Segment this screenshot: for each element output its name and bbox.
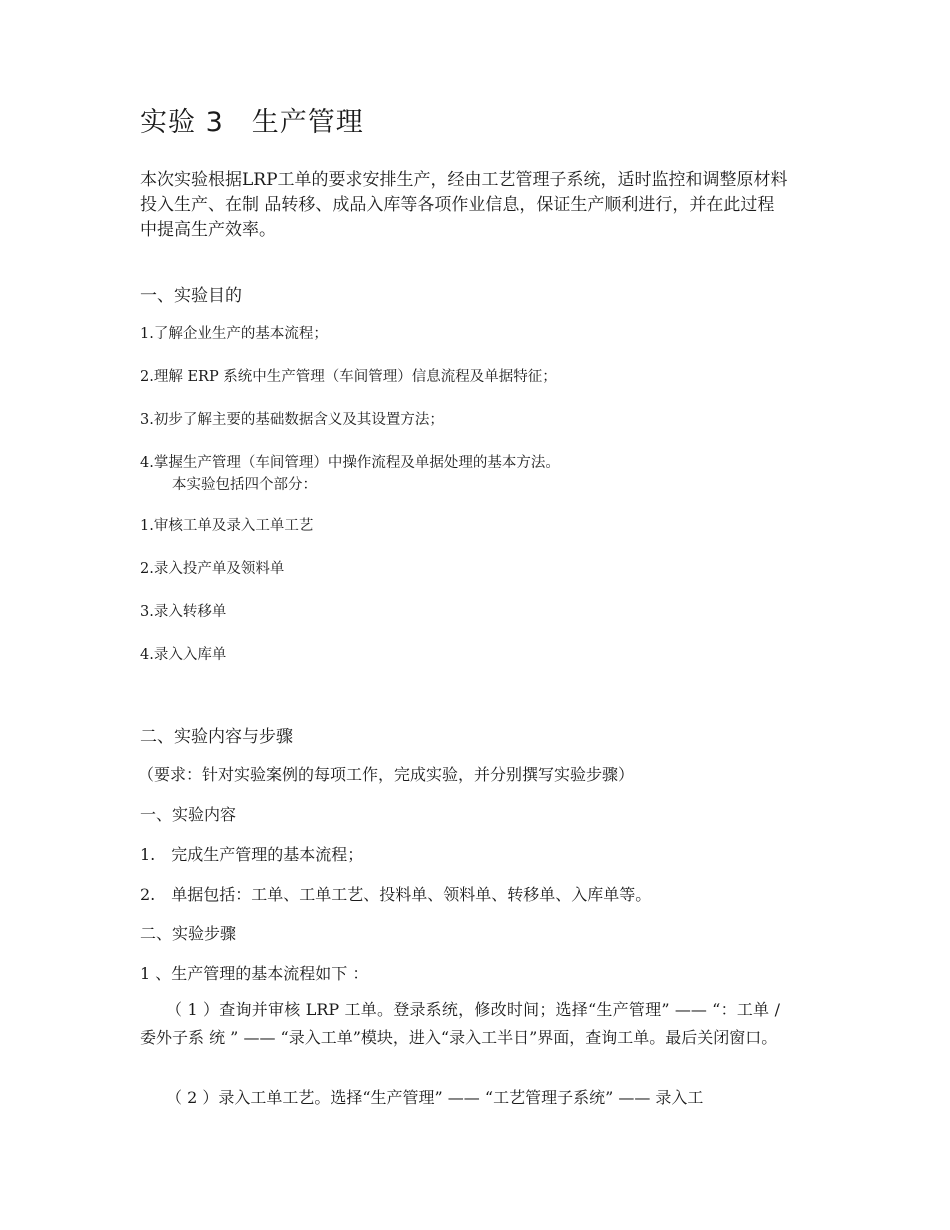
section-heading-content-steps: 二、实验内容与步骤 <box>140 727 293 747</box>
requirement-note: （要求：针对实验案例的每项工作，完成实验，并分别撰写实验步骤） <box>138 765 635 784</box>
steps-heading: 二、实验步骤 <box>140 924 237 943</box>
step-2-paragraph: （ 2 ）录入工单工艺。选择“生产管理” —— “工艺管理子系统” —— 录入工 <box>166 1088 704 1107</box>
content-item-1: 1. 完成生产管理的基本流程； <box>140 845 364 864</box>
objective-item-2: 2.理解 ERP 系统中生产管理（车间管理）信息流程及单据特征； <box>140 369 557 385</box>
parts-intro: 本实验包括四个部分： <box>172 477 317 493</box>
content-heading: 一、实验内容 <box>140 805 237 824</box>
objective-item-3: 3.初步了解主要的基础数据含义及其设置方法； <box>140 412 444 428</box>
intro-paragraph: 本次实验根据LRP工单的要求安排生产，经由工艺管理子系统，适时监控和调整原材料投入生产、在制 品转移、成品入库等各项作业信息，保证生产顺利进行，并在此过程中提高生产效率。 <box>140 170 788 240</box>
objective-item-4: 4.掌握生产管理（车间管理）中操作流程及单据处理的基本方法。 <box>140 455 560 471</box>
part-item-2: 2.录入投产单及领料单 <box>140 561 285 577</box>
steps-intro: 1 、生产管理的基本流程如下 ： <box>140 964 369 983</box>
step-1-paragraph: （ 1 ）查询并审核 LRP 工单。登录系统，修改时间；选择“生产管理” —— “：工单 / 委外子系 统 ” —— “录入工单”模块，进入“录入工半日”界面，查询工单。最后关闭窗口。 <box>140 1000 780 1047</box>
content-item-2: 2. 单据包括：工单、工单工艺、投料单、领料单、转移单、入库单等。 <box>140 885 652 904</box>
part-item-3: 3.录入转移单 <box>140 604 227 620</box>
part-item-4: 4.录入入库单 <box>140 647 227 663</box>
part-item-1: 1.审核工单及录入工单工艺 <box>140 518 314 534</box>
objective-item-1: 1.了解企业生产的基本流程； <box>140 326 328 342</box>
page-title: 实验 3 生产管理 <box>140 107 364 138</box>
section-heading-objectives: 一、实验目的 <box>140 286 242 306</box>
